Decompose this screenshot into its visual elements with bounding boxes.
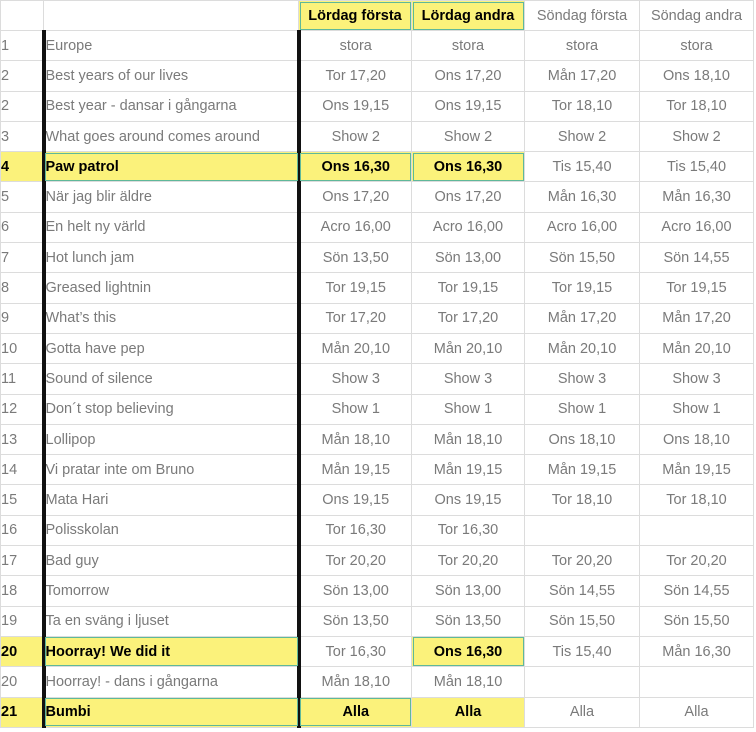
time-cell[interactable]: Mån 17,20 <box>640 303 754 333</box>
row-number-cell[interactable]: 19 <box>1 606 44 636</box>
table-row <box>1 61 754 91</box>
time-cell[interactable]: Tor 20,20 <box>640 546 754 576</box>
song-name-cell[interactable]: Best years of our lives <box>44 61 299 91</box>
row-number-cell[interactable]: 1 <box>1 31 44 61</box>
time-cell[interactable] <box>525 667 640 697</box>
time-cell[interactable]: Mån 18,10 <box>412 667 525 697</box>
header-lordag-andra[interactable]: Lördag andra <box>412 1 525 31</box>
time-cell[interactable]: Sön 15,50 <box>640 606 754 636</box>
time-cell[interactable]: Sön 13,50 <box>412 606 525 636</box>
song-name-cell[interactable]: Gotta have pep <box>44 333 299 363</box>
song-name-cell[interactable]: Europe <box>44 31 299 61</box>
time-cell[interactable]: Mån 20,10 <box>525 333 640 363</box>
time-cell[interactable]: Mån 16,30 <box>640 636 754 666</box>
time-cell[interactable]: Show 3 <box>299 364 412 394</box>
row-number-cell[interactable]: 11 <box>1 364 44 394</box>
time-cell[interactable]: Sön 13,00 <box>412 576 525 606</box>
time-cell[interactable]: Show 3 <box>525 364 640 394</box>
time-cell[interactable] <box>640 667 754 697</box>
time-cell[interactable]: Tis 15,40 <box>525 152 640 182</box>
time-cell[interactable]: Sön 14,55 <box>640 576 754 606</box>
table-row <box>1 152 754 182</box>
row-number-cell[interactable]: 13 <box>1 424 44 454</box>
time-cell[interactable]: Show 3 <box>412 364 525 394</box>
song-name-cell[interactable]: Mata Hari <box>44 485 299 515</box>
time-cell[interactable]: Tor 18,10 <box>640 91 754 121</box>
schedule-body <box>1 1 754 728</box>
time-cell[interactable]: Tis 15,40 <box>640 152 754 182</box>
time-cell[interactable]: Sön 13,00 <box>299 576 412 606</box>
table-row <box>1 121 754 151</box>
time-cell[interactable]: Mån 18,10 <box>299 667 412 697</box>
table-row <box>1 576 754 606</box>
song-name-cell[interactable]: Hoorray! - dans i gångarna <box>44 667 299 697</box>
time-cell[interactable]: Ons 18,10 <box>640 61 754 91</box>
song-name-cell[interactable]: Polisskolan <box>44 515 299 545</box>
time-cell[interactable]: Ons 16,30 <box>299 152 412 182</box>
header-name-cell[interactable] <box>44 1 299 31</box>
table-row <box>1 424 754 454</box>
time-cell[interactable]: Tor 16,30 <box>299 636 412 666</box>
table-row <box>1 636 754 666</box>
time-cell[interactable]: Tor 19,15 <box>640 273 754 303</box>
time-cell[interactable]: Sön 13,50 <box>299 606 412 636</box>
table-row <box>1 31 754 61</box>
row-number-cell[interactable]: 12 <box>1 394 44 424</box>
table-row <box>1 697 754 727</box>
table-row <box>1 212 754 242</box>
time-cell[interactable]: Ons 17,20 <box>412 61 525 91</box>
row-number-cell[interactable]: 20 <box>1 636 44 666</box>
time-cell[interactable]: Show 3 <box>640 364 754 394</box>
time-cell[interactable]: Ons 17,20 <box>299 182 412 212</box>
header-row <box>1 1 754 31</box>
time-cell[interactable]: Mån 20,10 <box>412 333 525 363</box>
table-row <box>1 546 754 576</box>
time-cell[interactable]: Ons 17,20 <box>412 182 525 212</box>
song-name-cell[interactable]: Paw patrol <box>44 152 299 182</box>
time-cell[interactable]: stora <box>412 31 525 61</box>
row-number-cell[interactable]: 15 <box>1 485 44 515</box>
time-cell[interactable]: Tor 20,20 <box>412 546 525 576</box>
time-cell[interactable]: Show 1 <box>640 394 754 424</box>
header-sondag-andra[interactable]: Söndag andra <box>640 1 754 31</box>
time-cell[interactable]: Ons 19,15 <box>299 91 412 121</box>
row-number-cell[interactable]: 9 <box>1 303 44 333</box>
row-number-cell[interactable]: 5 <box>1 182 44 212</box>
song-name-cell[interactable]: Greased lightnin <box>44 273 299 303</box>
time-cell[interactable]: Tor 18,10 <box>640 485 754 515</box>
table-row <box>1 333 754 363</box>
song-name-cell[interactable]: Tomorrow <box>44 576 299 606</box>
time-cell[interactable]: Tor 16,30 <box>299 515 412 545</box>
row-number-cell[interactable]: 6 <box>1 212 44 242</box>
row-number-cell[interactable]: 3 <box>1 121 44 151</box>
time-cell[interactable]: Show 2 <box>525 121 640 151</box>
time-cell[interactable]: Mån 16,30 <box>640 182 754 212</box>
time-cell[interactable]: Show 1 <box>299 394 412 424</box>
song-name-cell[interactable]: Don´t stop believing <box>44 394 299 424</box>
song-name-cell[interactable]: Vi pratar inte om Bruno <box>44 455 299 485</box>
row-number-cell[interactable]: 21 <box>1 697 44 727</box>
time-cell[interactable]: Mån 18,10 <box>299 424 412 454</box>
table-row <box>1 485 754 515</box>
header-sondag-forsta[interactable]: Söndag första <box>525 1 640 31</box>
header-num-cell[interactable] <box>1 1 44 31</box>
song-name-cell[interactable]: Lollipop <box>44 424 299 454</box>
time-cell[interactable]: Mån 20,10 <box>299 333 412 363</box>
table-row <box>1 91 754 121</box>
time-cell[interactable]: Sön 13,50 <box>299 243 412 273</box>
time-cell[interactable]: stora <box>299 31 412 61</box>
row-number-cell[interactable]: 17 <box>1 546 44 576</box>
time-cell[interactable]: Ons 16,30 <box>412 152 525 182</box>
time-cell[interactable]: Acro 16,00 <box>299 212 412 242</box>
time-cell[interactable]: Tor 17,20 <box>299 61 412 91</box>
time-cell[interactable]: Ons 19,15 <box>412 91 525 121</box>
time-cell[interactable]: Tis 15,40 <box>525 636 640 666</box>
time-cell[interactable]: Alla <box>299 697 412 727</box>
song-name-cell[interactable]: Hot lunch jam <box>44 243 299 273</box>
time-cell[interactable]: Tor 19,15 <box>299 273 412 303</box>
song-name-cell[interactable]: What’s this <box>44 303 299 333</box>
table-row <box>1 182 754 212</box>
time-cell[interactable]: stora <box>640 31 754 61</box>
table-row <box>1 273 754 303</box>
time-cell[interactable]: Mån 19,15 <box>299 455 412 485</box>
time-cell[interactable]: Ons 19,15 <box>412 485 525 515</box>
time-cell[interactable]: Tor 20,20 <box>299 546 412 576</box>
time-cell[interactable]: Tor 17,20 <box>299 303 412 333</box>
time-cell[interactable]: Mån 17,20 <box>525 61 640 91</box>
row-number-cell[interactable]: 10 <box>1 333 44 363</box>
time-cell[interactable]: Show 2 <box>299 121 412 151</box>
time-cell[interactable]: Ons 18,10 <box>525 424 640 454</box>
time-cell[interactable]: Tor 17,20 <box>412 303 525 333</box>
time-cell[interactable]: Tor 20,20 <box>525 546 640 576</box>
song-name-cell[interactable]: En helt ny värld <box>44 212 299 242</box>
time-cell[interactable]: Acro 16,00 <box>412 212 525 242</box>
row-number-cell[interactable]: 8 <box>1 273 44 303</box>
time-cell[interactable]: Acro 16,00 <box>525 212 640 242</box>
song-name-cell[interactable]: Sound of silence <box>44 364 299 394</box>
row-number-cell[interactable]: 4 <box>1 152 44 182</box>
time-cell[interactable]: stora <box>525 31 640 61</box>
table-row <box>1 606 754 636</box>
row-number-cell[interactable]: 2 <box>1 91 44 121</box>
song-name-cell[interactable]: Ta en sväng i ljuset <box>44 606 299 636</box>
time-cell[interactable] <box>525 515 640 545</box>
table-row <box>1 303 754 333</box>
song-name-cell[interactable]: När jag blir äldre <box>44 182 299 212</box>
row-number-cell[interactable]: 14 <box>1 455 44 485</box>
time-cell[interactable]: Alla <box>525 697 640 727</box>
time-cell[interactable]: Show 2 <box>412 121 525 151</box>
song-name-cell[interactable]: What goes around comes around <box>44 121 299 151</box>
row-number-cell[interactable]: 16 <box>1 515 44 545</box>
time-cell[interactable]: Sön 14,55 <box>525 576 640 606</box>
time-cell[interactable]: Alla <box>412 697 525 727</box>
time-cell[interactable]: Tor 19,15 <box>412 273 525 303</box>
time-cell[interactable]: Show 1 <box>412 394 525 424</box>
time-cell[interactable]: Tor 18,10 <box>525 485 640 515</box>
song-name-cell[interactable]: Bad guy <box>44 546 299 576</box>
time-cell[interactable]: Ons 19,15 <box>299 485 412 515</box>
table-row <box>1 243 754 273</box>
time-cell[interactable]: Mån 17,20 <box>525 303 640 333</box>
table-row <box>1 515 754 545</box>
time-cell[interactable]: Mån 19,15 <box>640 455 754 485</box>
time-cell[interactable]: Tor 19,15 <box>525 273 640 303</box>
time-cell[interactable] <box>640 515 754 545</box>
song-name-cell[interactable]: Hoorray! We did it <box>44 636 299 666</box>
row-number-cell[interactable]: 20 <box>1 667 44 697</box>
time-cell[interactable]: Sön 14,55 <box>640 243 754 273</box>
header-lordag-forsta[interactable]: Lördag första <box>299 1 412 31</box>
time-cell[interactable]: Mån 19,15 <box>525 455 640 485</box>
time-cell[interactable]: Sön 15,50 <box>525 606 640 636</box>
row-number-cell[interactable]: 2 <box>1 61 44 91</box>
time-cell[interactable]: Mån 20,10 <box>640 333 754 363</box>
time-cell[interactable]: Sön 15,50 <box>525 243 640 273</box>
time-cell[interactable]: Show 2 <box>640 121 754 151</box>
song-name-cell[interactable]: Best year - dansar i gångarna <box>44 91 299 121</box>
song-name-cell[interactable]: Bumbi <box>44 697 299 727</box>
time-cell[interactable]: Alla <box>640 697 754 727</box>
time-cell[interactable]: Mån 18,10 <box>412 424 525 454</box>
table-row <box>1 667 754 697</box>
time-cell[interactable]: Mån 19,15 <box>412 455 525 485</box>
time-cell[interactable]: Tor 18,10 <box>525 91 640 121</box>
time-cell[interactable]: Acro 16,00 <box>640 212 754 242</box>
row-number-cell[interactable]: 7 <box>1 243 44 273</box>
time-cell[interactable]: Ons 16,30 <box>412 636 525 666</box>
row-number-cell[interactable]: 18 <box>1 576 44 606</box>
time-cell[interactable]: Sön 13,00 <box>412 243 525 273</box>
time-cell[interactable]: Ons 18,10 <box>640 424 754 454</box>
time-cell[interactable]: Mån 16,30 <box>525 182 640 212</box>
time-cell[interactable]: Tor 16,30 <box>412 515 525 545</box>
time-cell[interactable]: Show 1 <box>525 394 640 424</box>
table-row <box>1 455 754 485</box>
table-row <box>1 364 754 394</box>
table-row <box>1 394 754 424</box>
